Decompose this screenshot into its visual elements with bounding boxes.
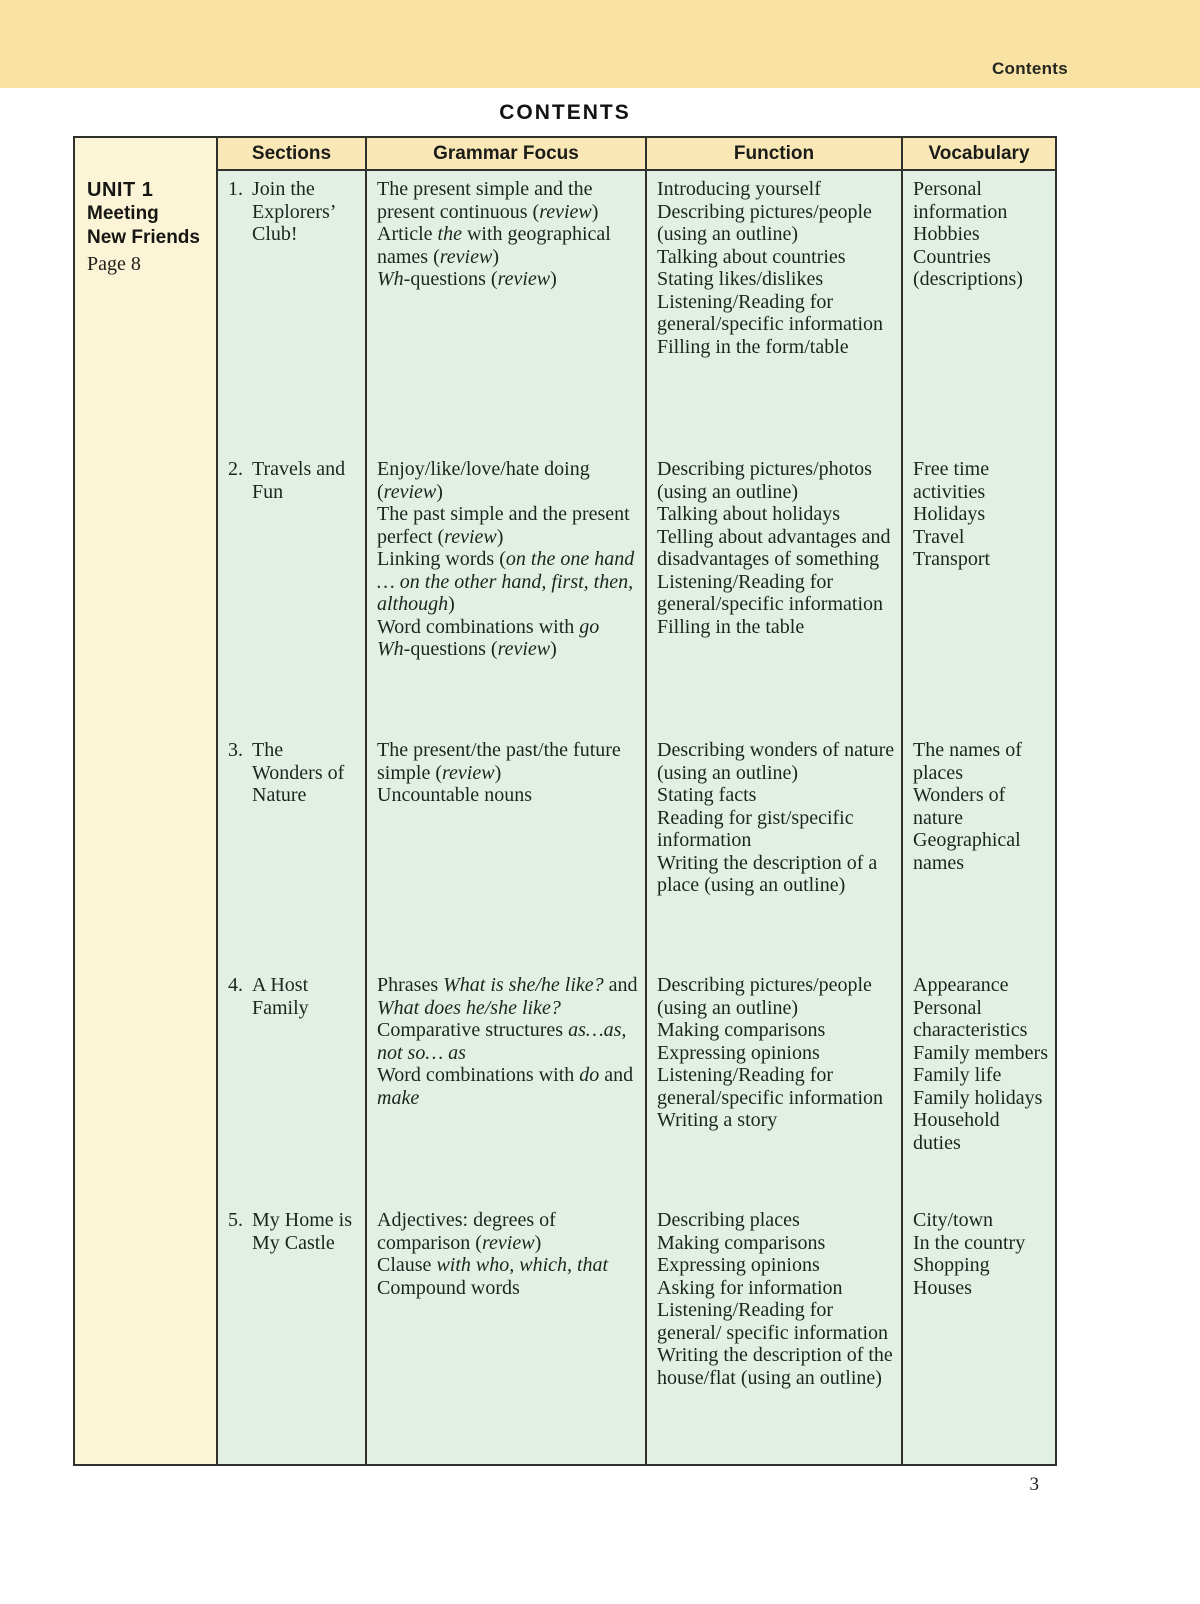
- function-cell: Describing wonders of nature (using an outline) Stating facts Reading for gist/specific information Writing the description of a place (using an outline): [647, 732, 903, 967]
- grammar-cell: Adjectives: degrees of comparison (review) Clause with who, which, that Compound words: [367, 1202, 647, 1464]
- section-cell: 2. Travels and Fun: [218, 451, 367, 732]
- vocabulary-cell: Personal information Hobbies Countries (descriptions): [903, 171, 1055, 451]
- section-number: 4.: [228, 974, 243, 996]
- vocabulary-cell: The names of places Wonders of nature Geographical names: [903, 732, 1055, 967]
- grammar-cell: Enjoy/like/love/hate doing (review) The past simple and the present perfect (review) Linking words (on the one hand … on the other hand, first, then, although) Word combinations with go Wh-questions (review): [367, 451, 647, 732]
- page-content: [73, 101, 1057, 1496]
- unit-cell: [75, 138, 218, 1464]
- section-number: 1.: [228, 178, 243, 200]
- function-cell: Introducing yourself Describing pictures/people (using an outline) Talking about countries Stating likes/dislikes Listening/Reading for general/specific information Filling in the form/table: [647, 171, 903, 451]
- section-cell: 1. Join the Explorers’ Club!: [218, 171, 367, 451]
- section-cell: 4. A Host Family: [218, 967, 367, 1202]
- column-header-vocabulary: Vocabulary: [903, 138, 1055, 171]
- section-number: 5.: [228, 1209, 243, 1231]
- vocabulary-cell: Appearance Personal characteristics Family members Family life Family holidays Household duties: [903, 967, 1055, 1202]
- top-color-band: [0, 0, 1200, 88]
- column-header-grammar-focus: Grammar Focus: [367, 138, 647, 171]
- section-cell: 3. The Wonders of Nature: [218, 732, 367, 967]
- page-number: 3: [1029, 1474, 1039, 1495]
- column-header-sections: Sections: [218, 138, 367, 171]
- vocabulary-cell: Free time activities Holidays Travel Transport: [903, 451, 1055, 732]
- function-cell: Describing places Making comparisons Expressing opinions Asking for information Listening/Reading for general/ specific information Writing the description of the house/flat (using an outline): [647, 1202, 903, 1464]
- grammar-cell: Phrases What is she/he like? and What does he/she like? Comparative structures as…as, not so… as Word combinations with do and make: [367, 967, 647, 1202]
- unit-theme-line-1: Meeting: [87, 203, 159, 224]
- contents-table: [73, 136, 1057, 1466]
- grammar-cell: The present simple and the present continuous (review) Article the with geographical names (review) Wh-questions (review): [367, 171, 647, 451]
- section-number: 2.: [228, 458, 243, 480]
- unit-number: UNIT 1: [87, 179, 154, 201]
- section-number: 3.: [228, 739, 243, 761]
- function-cell: Describing pictures/photos (using an outline) Talking about holidays Telling about advantages and disadvantages of something Listening/Reading for general/specific information Filling in the table: [647, 451, 903, 732]
- column-header-function: Function: [647, 138, 903, 171]
- unit-theme-line-2: New Friends: [87, 227, 200, 248]
- page-title: CONTENTS: [499, 101, 631, 124]
- section-cell: 5. My Home is My Castle: [218, 1202, 367, 1464]
- function-cell: Describing pictures/people (using an outline) Making comparisons Expressing opinions Listening/Reading for general/specific information Writing a story: [647, 967, 903, 1202]
- unit-page-ref: Page 8: [87, 253, 141, 275]
- running-header: Contents: [991, 59, 1068, 78]
- grammar-cell: The present/the past/the future simple (review) Uncountable nouns: [367, 732, 647, 967]
- vocabulary-cell: City/town In the country Shopping Houses: [903, 1202, 1055, 1464]
